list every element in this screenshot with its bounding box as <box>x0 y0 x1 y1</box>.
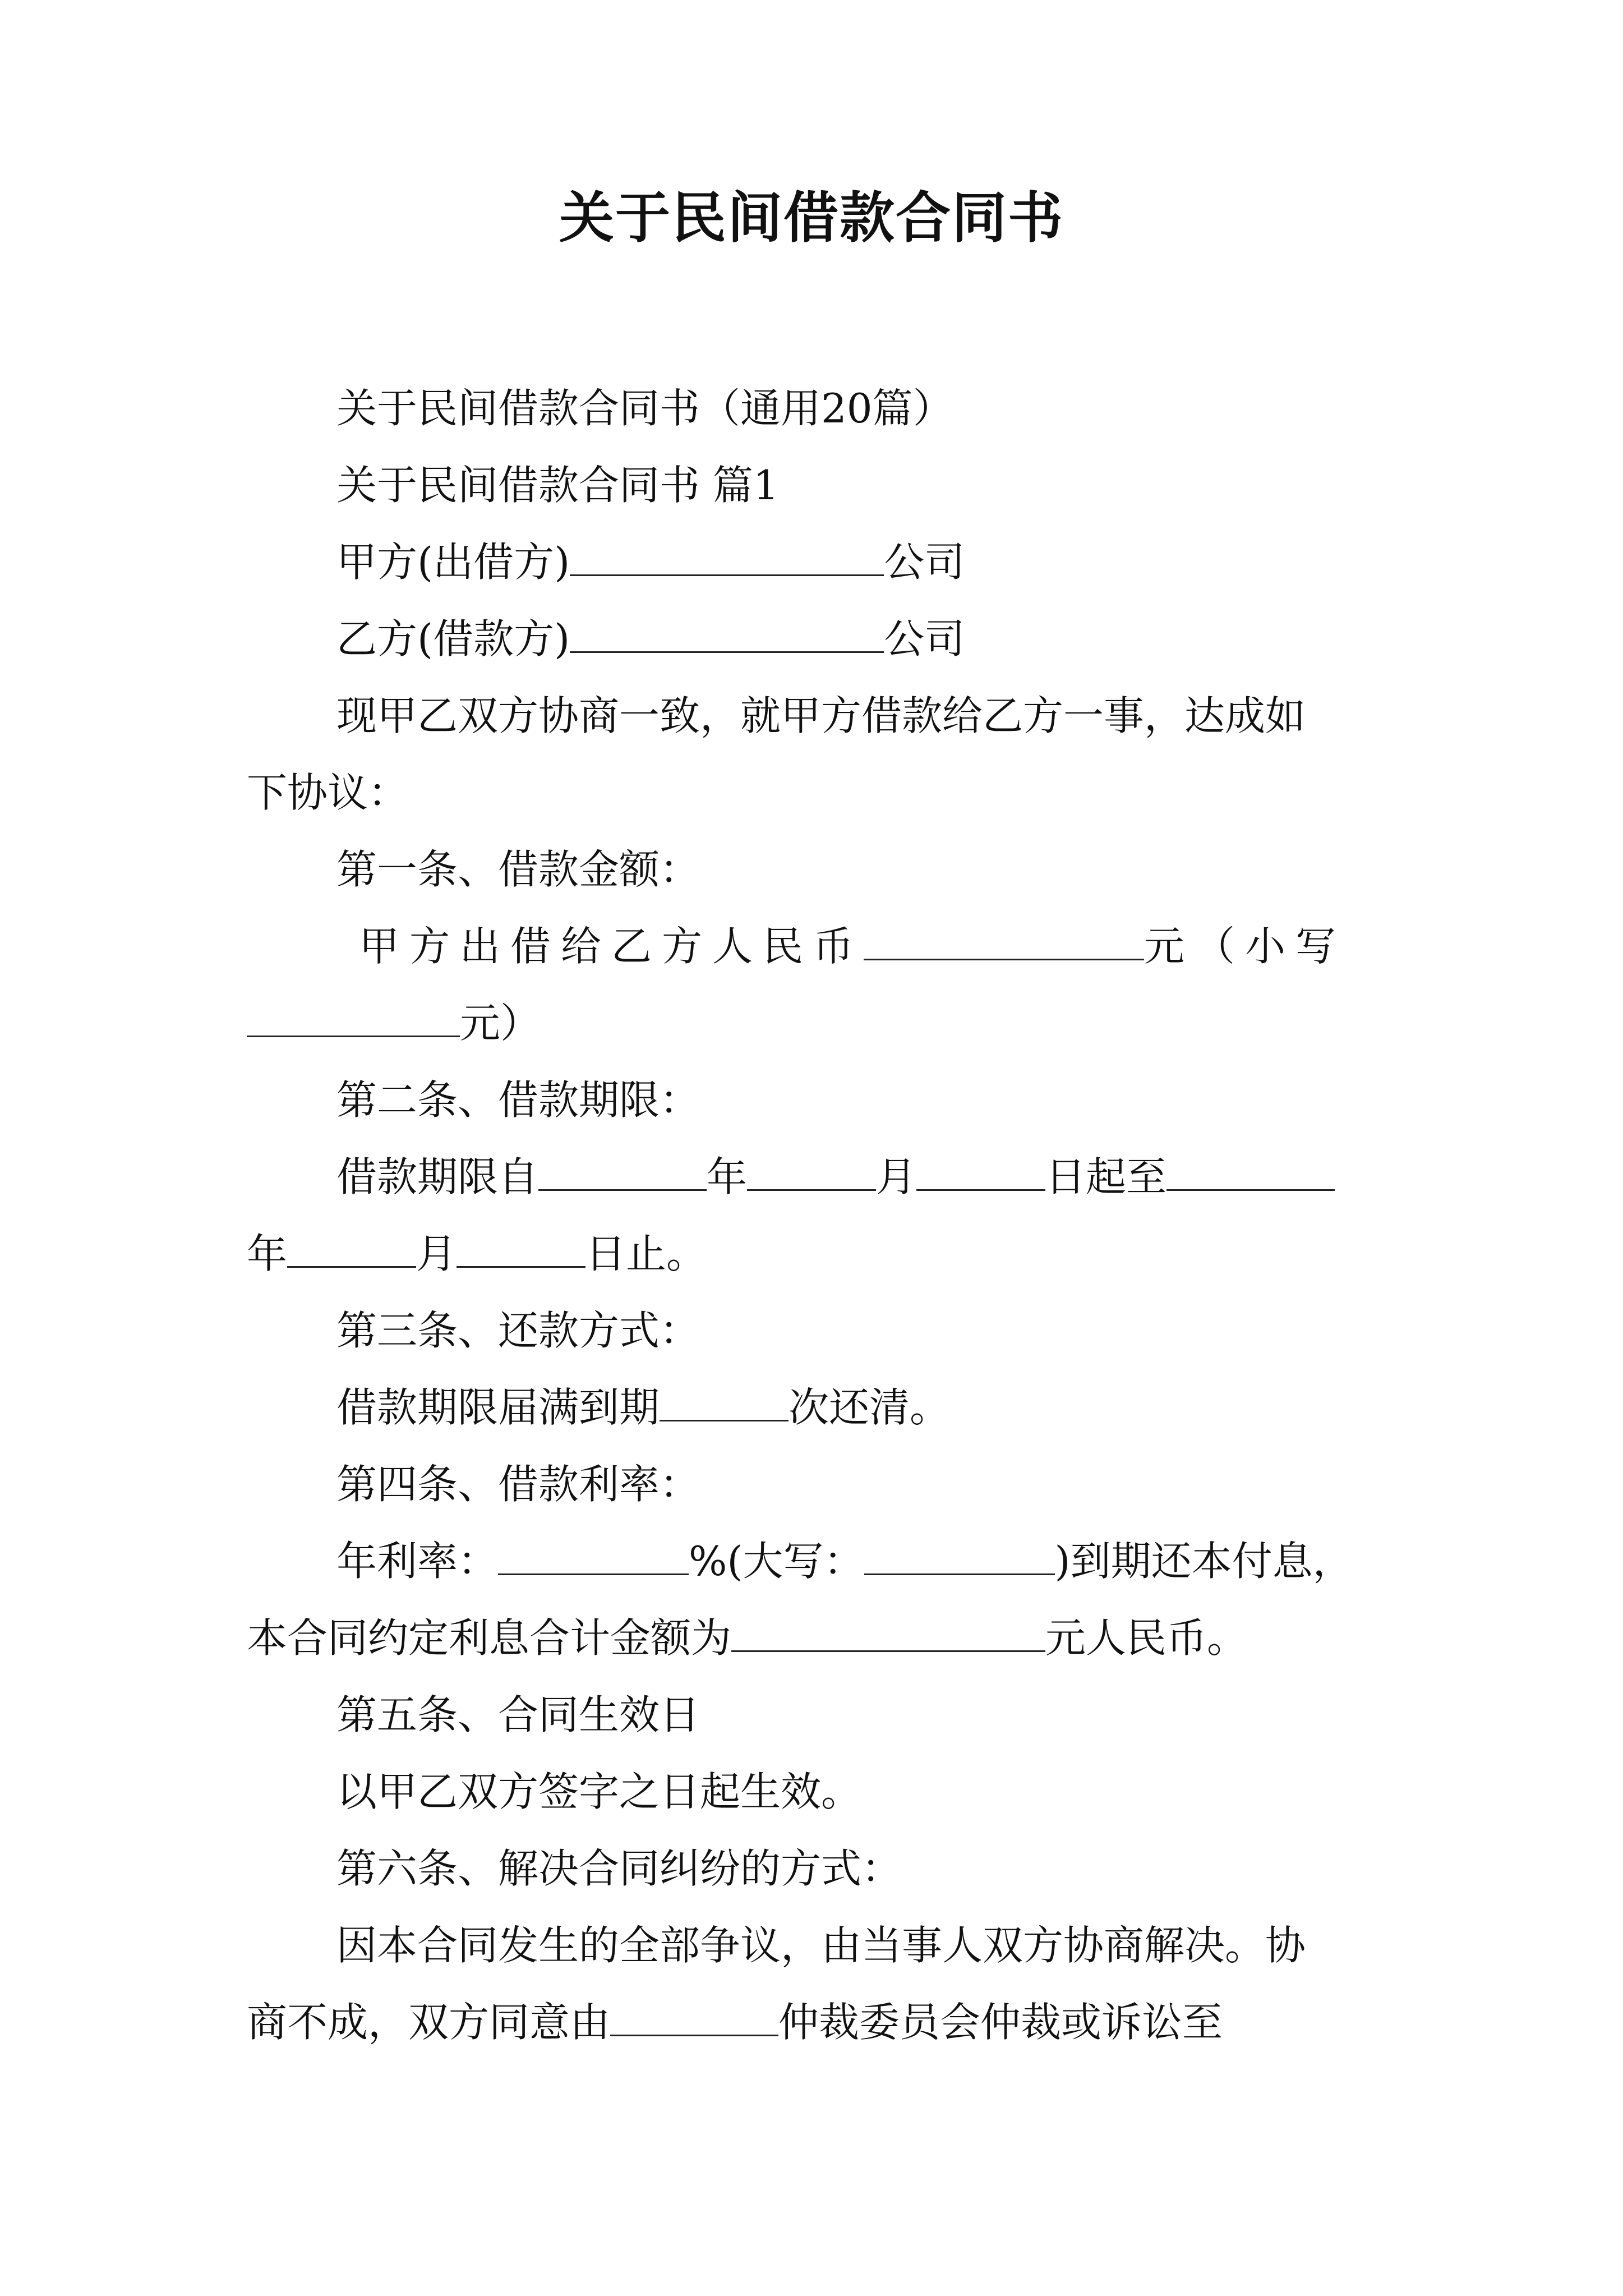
article-4-text-c: )到期还本付息， <box>1054 1538 1353 1585</box>
article-1-title <box>247 831 1376 908</box>
article-1-text-a: 甲方出借给乙方人民币 <box>359 923 864 970</box>
article-4-title-text: 第四条、借款利率： <box>336 1461 700 1508</box>
article-1-text-c: 元） <box>460 1000 541 1047</box>
article-4-line-2 <box>247 1600 1376 1677</box>
article-2-year-label: 年 <box>707 1153 748 1200</box>
article-2-text-a: 借款期限自 <box>336 1153 539 1200</box>
subtitle-line <box>247 370 1376 447</box>
article-2-line-1 <box>247 1139 1376 1216</box>
article-1-line-1 <box>247 908 1376 985</box>
start-month-blank <box>747 1153 876 1191</box>
party-b-line <box>247 601 1376 678</box>
rate-blank <box>498 1538 689 1575</box>
article-2-line-2 <box>247 1216 1376 1292</box>
start-day-blank <box>916 1153 1045 1191</box>
article-5-text-a: 以甲乙双方签字之日起生效。 <box>336 1768 862 1815</box>
document-title: 关于民间借款合同书 <box>559 186 1064 250</box>
article-2-month-label: 月 <box>876 1153 917 1200</box>
article-2-month2-label: 月 <box>416 1230 457 1277</box>
article-4-text-d: 本合同约定利息合计金额为 <box>247 1614 732 1662</box>
article-2-day-label: 日起至 <box>1045 1153 1167 1200</box>
intro-text-1: 现甲乙双方协商一致，就甲方借款给乙方一事，达成如 <box>336 692 1306 739</box>
end-year-blank <box>1166 1153 1335 1191</box>
article-1-text-b: 元（小写 <box>1144 923 1347 970</box>
document-body <box>247 370 1376 2061</box>
article-6-title <box>247 1830 1376 1907</box>
section-heading-line <box>247 447 1376 524</box>
subtitle-text: 关于民间借款合同书（通用20篇） <box>336 385 953 432</box>
interest-total-blank <box>731 1614 1045 1652</box>
repayment-count-blank <box>660 1384 789 1421</box>
article-3-title <box>247 1292 1376 1369</box>
article-2-end-label: 日止。 <box>585 1230 707 1277</box>
intro-line-2 <box>247 754 1376 831</box>
party-a-blank <box>570 539 884 576</box>
end-month-blank <box>287 1230 416 1268</box>
party-b-blank <box>570 615 884 653</box>
article-5-line-1 <box>247 1754 1376 1830</box>
amount-small-blank <box>247 1000 460 1037</box>
party-b-label: 乙方(借款方) <box>336 615 570 662</box>
rate-uppercase-blank <box>864 1538 1055 1575</box>
article-3-text-b: 次还清。 <box>789 1384 951 1431</box>
arbitration-blank <box>610 1999 778 2036</box>
article-4-text-b: %(大写： <box>689 1538 864 1585</box>
article-6-text-b2: 仲裁委员会仲裁或诉讼至 <box>778 1999 1223 2046</box>
article-4-text-a: 年利率： <box>336 1538 499 1585</box>
intro-line-1 <box>247 678 1376 754</box>
article-2-title-text: 第二条、借款期限： <box>336 1076 700 1124</box>
amount-blank <box>864 923 1144 960</box>
article-3-title-text: 第三条、还款方式： <box>336 1307 700 1354</box>
article-6-text-a: 因本合同发生的全部争议，由当事人双方协商解决。协 <box>336 1922 1306 1969</box>
article-3-line-1 <box>247 1369 1376 1446</box>
section-heading-text: 关于民间借款合同书 篇1 <box>336 462 779 509</box>
article-1-line-2 <box>247 985 1376 1062</box>
article-4-title <box>247 1446 1376 1523</box>
article-6-line-1 <box>247 1907 1376 1984</box>
end-day-blank <box>457 1230 585 1268</box>
article-5-title <box>247 1677 1376 1754</box>
party-a-label: 甲方(出借方) <box>336 539 570 586</box>
article-6-line-2 <box>247 1984 1376 2061</box>
article-5-title-text: 第五条、合同生效日 <box>336 1691 700 1738</box>
start-year-blank <box>538 1153 707 1191</box>
article-4-text-e: 元人民币。 <box>1045 1614 1248 1662</box>
intro-text-2: 下协议： <box>247 769 409 816</box>
article-4-line-1 <box>247 1523 1376 1600</box>
article-3-text-a: 借款期限届满到期 <box>336 1384 660 1431</box>
article-2-year2-label: 年 <box>247 1230 288 1277</box>
article-6-title-text: 第六条、解决合同纠纷的方式： <box>336 1845 902 1892</box>
article-1-title-text: 第一条、借款金额： <box>336 846 700 893</box>
article-6-text-b1: 商不成，双方同意由 <box>247 1999 611 2046</box>
party-b-suffix: 公司 <box>884 615 965 662</box>
party-a-suffix: 公司 <box>884 539 965 586</box>
party-a-line <box>247 524 1376 601</box>
article-2-title <box>247 1062 1376 1139</box>
